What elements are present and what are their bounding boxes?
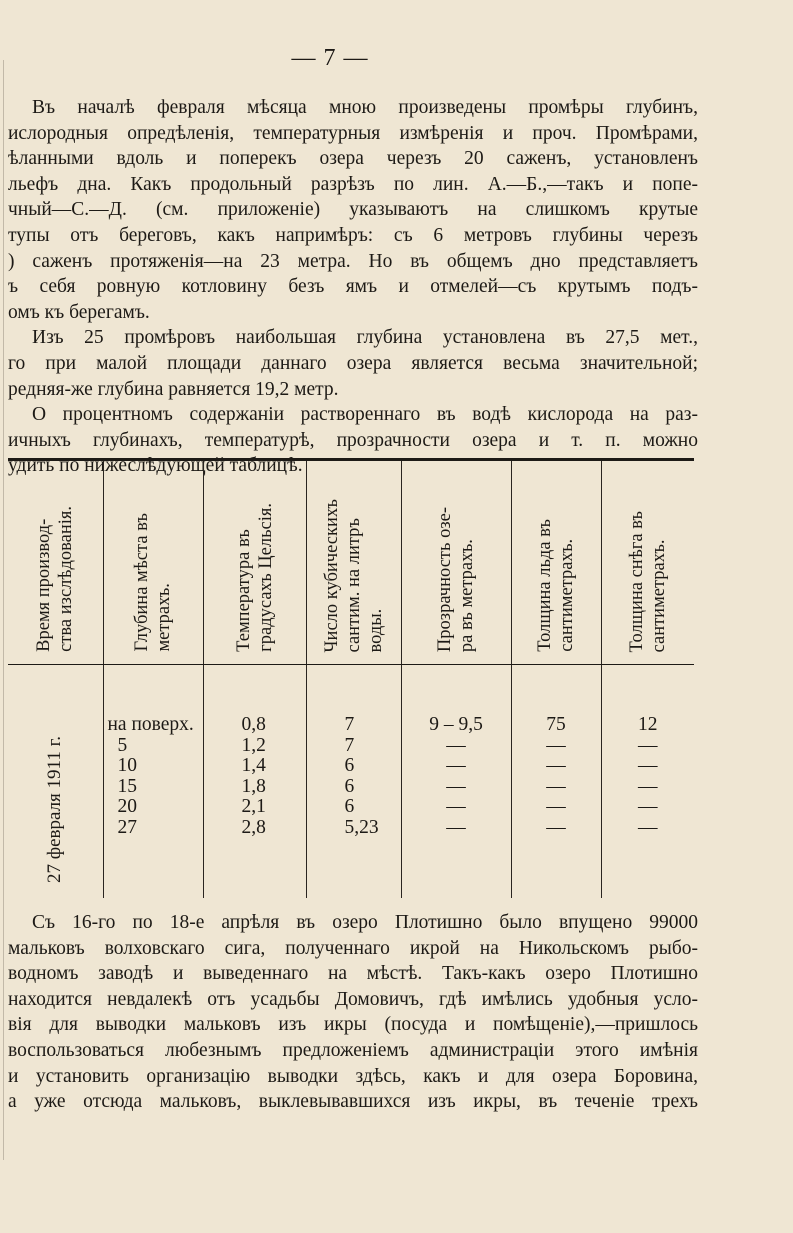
text-line: ичныхъ глубинахъ, температурѣ, прозрачности озера и т. п. можно: [8, 429, 698, 451]
text-line: Въ началѣ февраля мѣсяца мною произведены промѣры глубинъ,: [32, 97, 698, 118]
header-text: Число кубическихъ: [321, 498, 342, 652]
table-value: —: [546, 775, 566, 797]
cell-depth: [103, 665, 203, 899]
header-text: метрахъ.: [154, 583, 174, 652]
text-line: ) саженъ протяженія—на 23 метра. Но въ общемъ дно представляетъ: [8, 250, 698, 272]
text-line: го при малой площади даннаго озера является весьма значительной;: [8, 352, 698, 374]
cell-transparency: [401, 665, 511, 899]
cell-date: [8, 665, 103, 899]
table-value: 7: [344, 734, 355, 756]
header-oxygen: [306, 460, 401, 665]
header-text: Глубина мѣста въ: [132, 513, 152, 652]
text-line: О процентномъ содержаніи раствореннаго въ водѣ кислорода на раз-: [32, 404, 698, 426]
cell-oxygen: [306, 665, 401, 899]
table-value: 5: [117, 734, 128, 756]
header-text: Прозрачность озе-: [435, 506, 455, 652]
table-value: на поверх.: [107, 714, 194, 735]
text-line: вія для выводки мальковъ изъ икры (посуда и помѣщеніе),—пришлось: [8, 1014, 698, 1036]
table-value: —: [638, 796, 658, 817]
date-label: 27 февраля 1911 г.: [44, 736, 65, 883]
table-value: 0,8: [241, 714, 266, 735]
table-value: 5,23: [344, 816, 379, 838]
table-value: 12: [638, 714, 658, 735]
header-text: Толщина снѣга въ: [626, 510, 647, 652]
text-line: омъ къ берегамъ.: [8, 301, 150, 323]
header-depth: [103, 460, 203, 665]
text-line: льефъ дна. Какъ продольный разрѣзъ по лин. А.—Б.,—такъ и попе-: [8, 173, 698, 195]
text-line: Съ 16-го по 18-е апрѣля въ озеро Плотишно было впущено 99000: [32, 912, 698, 933]
header-text: Толщина льда въ: [535, 519, 555, 652]
text-line: редняя-же глубина равняется 19,2 метр.: [8, 378, 339, 400]
table-value: 1,2: [241, 734, 266, 756]
header-text: сантиметрахъ.: [648, 539, 669, 652]
table-value: 2,1: [241, 796, 266, 817]
text-line: удить по нижеслѣдующей таблицѣ.: [8, 455, 303, 477]
text-line: водномъ заводѣ и выведеннаго на мѣстѣ. Такъ-какъ озеро Плотишно: [8, 963, 698, 985]
table-value: —: [638, 816, 658, 838]
header-text: Температура въ: [233, 529, 254, 652]
text-line: мальковъ волховскаго сига, полученнаго икрой на Никольскомъ рыбо-: [8, 937, 698, 959]
table-header-row: [8, 460, 694, 665]
text-line: ислородныя опредѣленія, температурныя измѣренія и проч. Промѣрами,: [8, 122, 698, 144]
table-value: 6: [344, 775, 355, 797]
outro-paragraph: [8, 910, 698, 1115]
table-value: —: [446, 775, 466, 797]
table-value: 1,4: [241, 755, 266, 776]
text-line: ъ себя ровную котловину безъ ямъ и отмелей—съ крутымъ подъ-: [8, 276, 698, 298]
table-value: 20: [117, 796, 137, 817]
text-line: а уже отсюда мальковъ, выклевывавшихся изъ икры, въ теченіе трехъ: [8, 1091, 698, 1113]
table-value: —: [446, 796, 466, 817]
table-value: —: [446, 816, 466, 838]
header-transparency: [401, 460, 511, 665]
header-snow: [601, 460, 694, 665]
header-text: сантим. на литръ: [343, 517, 364, 652]
text-line: воспользоваться любезнымъ предложеніемъ администраціи этого имѣнія: [8, 1039, 698, 1061]
table-value: 1,8: [241, 775, 266, 797]
table-value: 10: [117, 755, 137, 776]
table-value: —: [546, 816, 566, 838]
table-value: —: [546, 755, 566, 776]
table-value: 27: [117, 816, 137, 838]
header-text: ра въ метрахъ.: [457, 539, 477, 652]
header-time: [8, 460, 103, 665]
header-text: сантиметрахъ.: [557, 539, 577, 652]
table-value: —: [546, 734, 566, 756]
cell-snow: [601, 665, 694, 899]
text-line: Изъ 25 промѣровъ наибольшая глубина установлена въ 27,5 мет.,: [32, 327, 698, 349]
table-value: 6: [344, 755, 355, 776]
text-line: тупы отъ береговъ, какъ напримѣръ: съ 6 метровъ глубины черезъ: [8, 224, 698, 246]
measurement-table-container: [8, 458, 694, 898]
table-value: —: [446, 755, 466, 776]
table-value: —: [546, 796, 566, 817]
cell-ice: [511, 665, 601, 899]
table-value: —: [446, 734, 466, 756]
text-line: ѣланными вдоль и поперекъ озера черезъ 20 саженъ, установленъ: [8, 148, 698, 170]
page-edge-shadow: [3, 60, 4, 1160]
measurement-table: [8, 458, 694, 898]
text-line: и установить организацію выводки здѣсь, какъ и для озера Боровина,: [8, 1065, 698, 1087]
page-number: — 7 —: [291, 45, 369, 71]
header-text: ства изслѣдованія.: [56, 506, 77, 652]
intro-paragraphs: [8, 95, 698, 479]
cell-temperature: [203, 665, 306, 899]
text-line: находится невдалекѣ отъ усадьбы Домовичъ, гдѣ имѣлись удобныя усло-: [8, 988, 698, 1010]
header-ice: [511, 460, 601, 665]
table-value: 9 – 9,5: [429, 714, 483, 735]
text-line: чный—С.—Д. (см. приложеніе) указываютъ на слишкомъ крутые: [8, 199, 698, 221]
header-text: Время производ-: [34, 518, 55, 652]
header-text: воды.: [365, 608, 386, 652]
table-row: [8, 665, 694, 899]
table-value: 7: [344, 714, 355, 735]
table-value: 15: [117, 775, 137, 797]
table-value: 75: [546, 714, 566, 735]
table-value: 2,8: [241, 816, 266, 838]
header-temperature: [203, 460, 306, 665]
table-value: 6: [344, 796, 355, 817]
table-value: —: [638, 775, 658, 797]
table-value: —: [638, 755, 658, 776]
header-text: градусахъ Цельсія.: [255, 503, 276, 652]
table-value: —: [638, 734, 658, 756]
